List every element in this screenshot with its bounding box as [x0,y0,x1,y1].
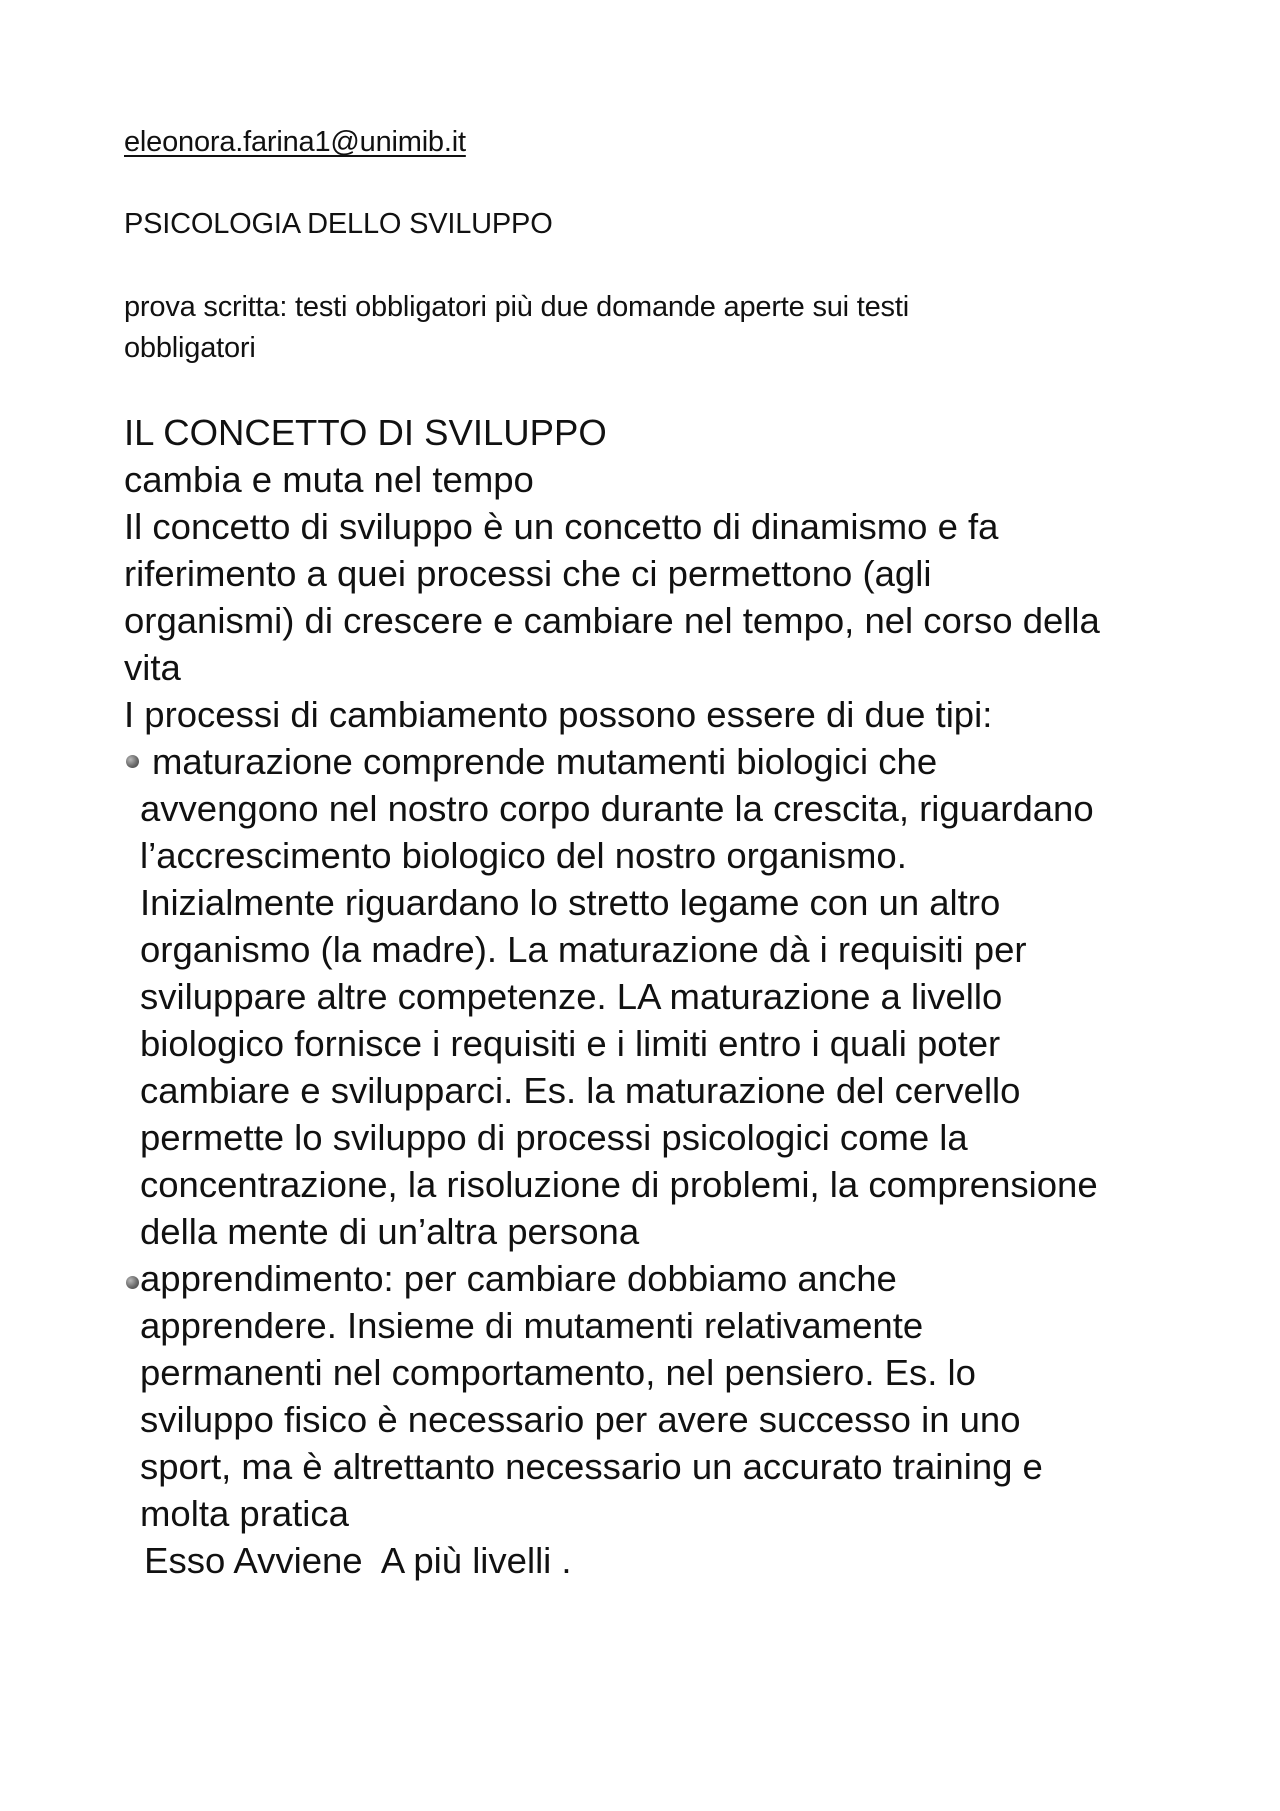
bullet-maturazione-line: l’accrescimento biologico del nostro organismo. [140,835,907,876]
bullet-maturazione-line: permette lo sviluppo di processi psicologici come la [140,1117,968,1158]
bullet-apprendimento-line: molta pratica [140,1493,349,1534]
exam-note-line-2: obbligatori [124,332,256,364]
paragraph-line: Il concetto di sviluppo è un concetto di dinamismo e fa [124,506,999,547]
bullet-maturazione-line: maturazione comprende mutamenti biologici che [152,741,938,782]
email-link[interactable]: eleonora.farina1@unimib.it [124,126,466,158]
bullet-maturazione-line: organismo (la madre). La maturazione dà i requisiti per [140,929,1027,970]
bullet-apprendimento-line: apprendere. Insieme di mutamenti relativamente [140,1305,924,1346]
bullet-apprendimento-line: sviluppo fisico è necessario per avere successo in uno [140,1399,1021,1440]
bullet-maturazione-line: Inizialmente riguardano lo stretto legame con un altro [140,882,1001,923]
bullet-maturazione-line: sviluppare altre competenze. LA maturazione a livello [140,976,1003,1017]
bullet-apprendimento-line: permanenti nel comportamento, nel pensiero. Es. lo [140,1352,976,1393]
paragraph-line: vita [124,647,181,688]
paragraph-line: organismi) di crescere e cambiare nel tempo, nel corso della [124,600,1100,641]
section-subheading: cambia e muta nel tempo [124,459,534,500]
bullet-maturazione-line: cambiare e svilupparci. Es. la maturazione del cervello [140,1070,1021,1111]
paragraph-line: riferimento a quei processi che ci permettono (agli [124,553,932,594]
bullet-apprendimento-line: sport, ma è altrettanto necessario un accurato training e [140,1446,1043,1487]
bullet-maturazione-line: avvengono nel nostro corpo durante la crescita, riguardano [140,788,1094,829]
closing-line: Esso Avviene A più livelli . [134,1540,572,1581]
bullet-maturazione-line: concentrazione, la risoluzione di problemi, la comprensione [140,1164,1098,1205]
bullet-maturazione-line: biologico fornisce i requisiti e i limiti entro i quali poter [140,1023,1001,1064]
bullet-apprendimento-line: apprendimento: per cambiare dobbiamo anche [140,1258,897,1299]
course-title: PSICOLOGIA DELLO SVILUPPO [124,208,553,240]
section-heading: IL CONCETTO DI SVILUPPO [124,412,607,453]
bullet-maturazione-line: della mente di un’altra persona [140,1211,640,1252]
exam-note-line-1: prova scritta: testi obbligatori più due domande aperte sui testi [124,291,909,323]
bullet-icon [126,1276,139,1289]
bullet-icon [126,755,139,768]
types-intro: I processi di cambiamento possono essere di due tipi: [124,694,993,735]
